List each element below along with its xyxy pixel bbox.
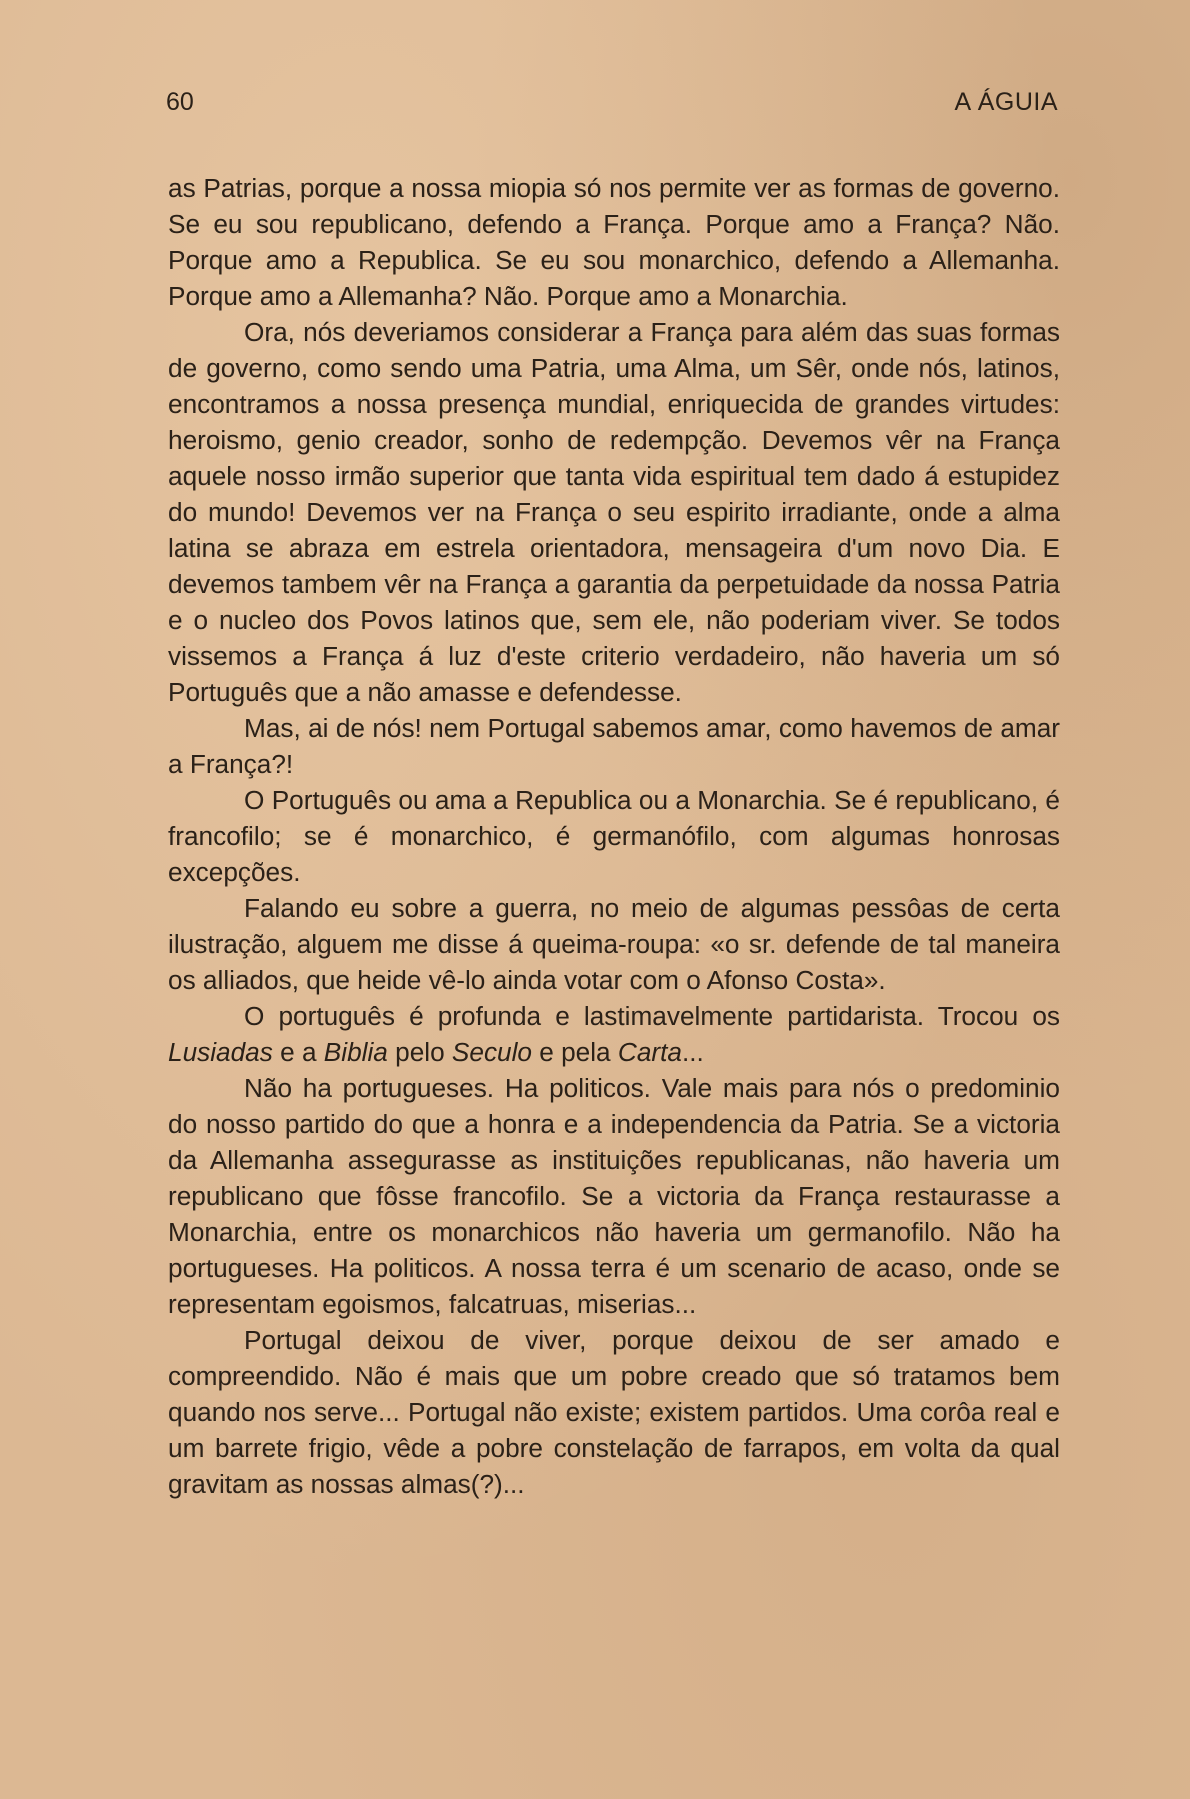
page-header (166, 84, 1058, 120)
work-title-biblia: Biblia (323, 1037, 388, 1067)
text-run: ... (681, 1037, 704, 1067)
paragraph: Ora, nós deveriamos considerar a França para além das suas formas de governo, como sendo uma Patria, uma Alma, um Sêr, onde nós, latinos, encontramos a nossa presença mundial, enriquecida de grandes virtudes: heroismo, genio creador, sonho de redempção. Devemos vêr na França aquele nosso irmão superior que tanta vida espiritual tem dado á estupidez do mundo! Devemos ver na França o seu espirito irradiante, onde a alma latina se abraza em estrela orientadora, mensageira d'um novo Dia. E devemos tambem vêr na França a garantia da perpetuidade da nossa Patria e o nucleo dos Povos latinos que, sem ele, não poderiam viver. Se todos vissemos a França á luz d'este criterio verdadeiro, não haveria um só Português que a não amasse e defendesse. (168, 317, 1060, 707)
paragraph: O Português ou ama a Republica ou a Monarchia. Se é republicano, é francofilo; se é monarchico, é germanófilo, com algumas honrosas excepções. (168, 785, 1060, 887)
paragraph: Não ha portugueses. Ha politicos. Vale mais para nós o predominio do nosso partido do que a honra e a independencia da Patria. Se a victoria da Allemanha assegurasse as instituições republicanas, não haveria um republicano que fôsse francofilo. Se a victoria da França restaurasse a Monarchia, entre os monarchicos não haveria um germanofilo. Não ha portugueses. Ha politicos. A nossa terra é um scenario de acaso, onde se representam egoismos, falcatruas, miserias... (168, 1073, 1060, 1319)
paragraph-partidarista (168, 998, 1060, 1070)
text-run: O português é profunda e lastimavelmente partidarista. Trocou os (244, 1001, 1060, 1031)
work-title-seculo: Seculo (451, 1037, 532, 1067)
text-run: e a (272, 1037, 324, 1067)
paragraph: Falando eu sobre a guerra, no meio de algumas pessôas de certa ilustração, alguem me disse á queima-roupa: «o sr. defende de tal maneira os alliados, que heide vê-lo ainda votar com o Afonso Costa». (168, 893, 1060, 995)
body-text (168, 170, 1060, 1502)
page-number: 60 (166, 88, 194, 116)
paragraph: Portugal deixou de viver, porque deixou de ser amado e compreendido. Não é mais que um pobre creado que só tratamos bem quando nos serve... Portugal não existe; existem partidos. Uma corôa real e um barrete frigio, vêde a pobre constelação de farrapos, em volta da qual gravitam as nossas almas(?)... (168, 1325, 1060, 1499)
paragraph: Mas, ai de nós! nem Portugal sabemos amar, como havemos de amar a França?! (168, 713, 1060, 779)
running-title: A ÁGUIA (954, 88, 1058, 116)
text-run: pelo (387, 1037, 452, 1067)
paragraph: as Patrias, porque a nossa miopia só nos permite ver as formas de governo. Se eu sou republicano, defendo a França. Porque amo a França? Não. Porque amo a Republica. Se eu sou monarchico, defendo a Allemanha. Porque amo a Allemanha? Não. Porque amo a Monarchia. (168, 173, 1060, 311)
work-title-carta: Carta (617, 1037, 682, 1067)
work-title-lusiadas: Lusiadas (168, 1037, 273, 1067)
text-run: e pela (532, 1037, 618, 1067)
